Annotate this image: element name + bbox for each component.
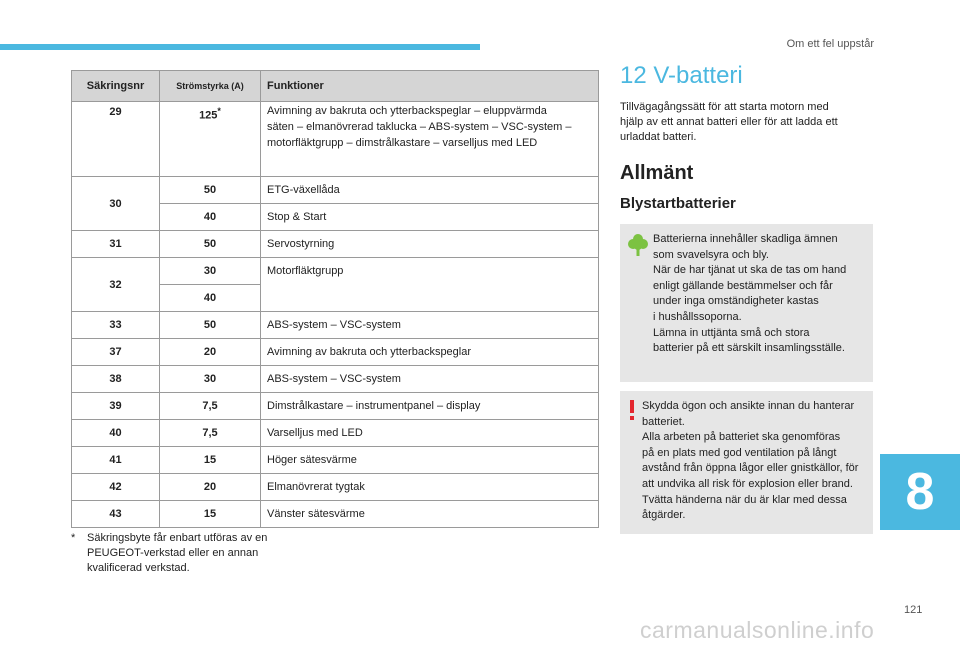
header-functions: Funktioner bbox=[261, 71, 599, 102]
fuse-nr: 42 bbox=[72, 474, 160, 501]
fuse-current: 30 bbox=[160, 258, 261, 285]
table-row bbox=[72, 366, 599, 393]
table-row bbox=[72, 447, 599, 474]
fuse-current: 40 bbox=[160, 204, 261, 231]
fuse-current: 20 bbox=[160, 474, 261, 501]
fuse-function: Avimning av bakruta och ytterbackspeglar bbox=[261, 339, 599, 366]
battery-title: 12 V-batteri bbox=[620, 62, 743, 89]
fuse-function: ABS-system – VSC-system bbox=[261, 312, 599, 339]
fuse-function: Stop & Start bbox=[261, 204, 599, 231]
fuse-current: 125* bbox=[160, 102, 261, 177]
fuse-nr: 33 bbox=[72, 312, 160, 339]
fuse-nr: 29 bbox=[72, 102, 160, 177]
fuse-nr: 43 bbox=[72, 501, 160, 528]
table-header-row bbox=[72, 71, 599, 102]
fuse-current: 50 bbox=[160, 177, 261, 204]
table-row bbox=[72, 474, 599, 501]
fuse-function: Servostyrning bbox=[261, 231, 599, 258]
fuse-function: Motorfläktgrupp bbox=[261, 258, 599, 312]
heading-lead-batteries: Blystartbatterier bbox=[620, 195, 736, 212]
fuse-nr: 39 bbox=[72, 393, 160, 420]
section-title: Om ett fel uppstår bbox=[786, 38, 874, 50]
table-row bbox=[72, 339, 599, 366]
fuse-function: Vänster sätesvärme bbox=[261, 501, 599, 528]
header-current: Strömstyrka (A) bbox=[160, 71, 261, 102]
fuse-current: 15 bbox=[160, 447, 261, 474]
heading-general: Allmänt bbox=[620, 162, 694, 184]
watermark: carmanualsonline.info bbox=[640, 617, 875, 643]
footnote-line: PEUGEOT-verkstad eller en annan bbox=[87, 547, 259, 559]
footnote-line: kvalificerad verkstad. bbox=[87, 562, 190, 574]
fuse-current: 40 bbox=[160, 285, 261, 312]
table-row bbox=[72, 312, 599, 339]
header-fuse-nr: Säkringsnr bbox=[72, 71, 160, 102]
warning-note: Skydda ögon och ansikte innan du hanterar batteriet. Alla arbeten på batteriet ska genomföras på en plats med god ventilation på långt avstånd från öppna lågor eller gnistkällor, för att undvika all risk för explosion eller brand. Tvätta händerna när du är klar med dessa åtgärder. bbox=[620, 391, 873, 534]
fuse-current: 7,5 bbox=[160, 393, 261, 420]
tree-icon bbox=[628, 233, 648, 257]
fuse-function: Elmanövrerat tygtak bbox=[261, 474, 599, 501]
fuse-function: ABS-system – VSC-system bbox=[261, 366, 599, 393]
table-row bbox=[72, 231, 599, 258]
battery-intro: Tillvägagångssätt för att starta motorn med hjälp av ett annat batteri eller för att ladda ett urladdat batteri. bbox=[620, 101, 838, 143]
chapter-tab: 8 bbox=[880, 454, 960, 530]
fuse-current: 50 bbox=[160, 312, 261, 339]
fuse-current: 50 bbox=[160, 231, 261, 258]
table-row bbox=[72, 177, 599, 204]
table-row bbox=[72, 393, 599, 420]
environment-note: Batterierna innehåller skadliga ämnen som svavelsyra och bly. När de har tjänat ut ska de tas om hand enligt gällande bestämmelser och får under inga omständigheter kastas i hushållssoporna. Lämna in uttjänta små och stora batterier på ett särskilt insamlingsställe. bbox=[620, 224, 873, 382]
fuse-function: Dimstrålkastare – instrumentpanel – display bbox=[261, 393, 599, 420]
fuse-function: Avimning av bakruta och ytterbackspeglar – eluppvärmda säten – elmanövrerad taklucka – ABS-system – VSC-system – motorfläktgrupp – dimstrålkastare – varselljus med LED bbox=[261, 102, 599, 177]
footnote-marker: * bbox=[217, 106, 221, 116]
fuse-function: ETG-växellåda bbox=[261, 177, 599, 204]
table-row bbox=[72, 420, 599, 447]
warning-icon bbox=[627, 400, 637, 420]
footnote-line: Säkringsbyte får enbart utföras av en bbox=[87, 532, 268, 544]
footnote-star: * bbox=[71, 532, 76, 544]
fuse-function: Varselljus med LED bbox=[261, 420, 599, 447]
fuse-current: 15 bbox=[160, 501, 261, 528]
table-row bbox=[72, 102, 599, 177]
fuse-nr: 38 bbox=[72, 366, 160, 393]
fuse-nr: 40 bbox=[72, 420, 160, 447]
fuse-nr: 31 bbox=[72, 231, 160, 258]
fuse-function: Höger sätesvärme bbox=[261, 447, 599, 474]
page-number: 121 bbox=[904, 604, 923, 616]
footnote bbox=[71, 531, 311, 576]
fuse-nr: 32 bbox=[72, 258, 160, 312]
fuse-current: 7,5 bbox=[160, 420, 261, 447]
fuse-nr: 30 bbox=[72, 177, 160, 231]
fuse-current: 30 bbox=[160, 366, 261, 393]
table-row bbox=[72, 258, 599, 285]
fuse-table bbox=[71, 70, 599, 528]
fuse-current: 20 bbox=[160, 339, 261, 366]
fuse-nr: 37 bbox=[72, 339, 160, 366]
fuse-nr: 41 bbox=[72, 447, 160, 474]
table-row bbox=[72, 501, 599, 528]
header-accent-bar bbox=[0, 44, 480, 50]
